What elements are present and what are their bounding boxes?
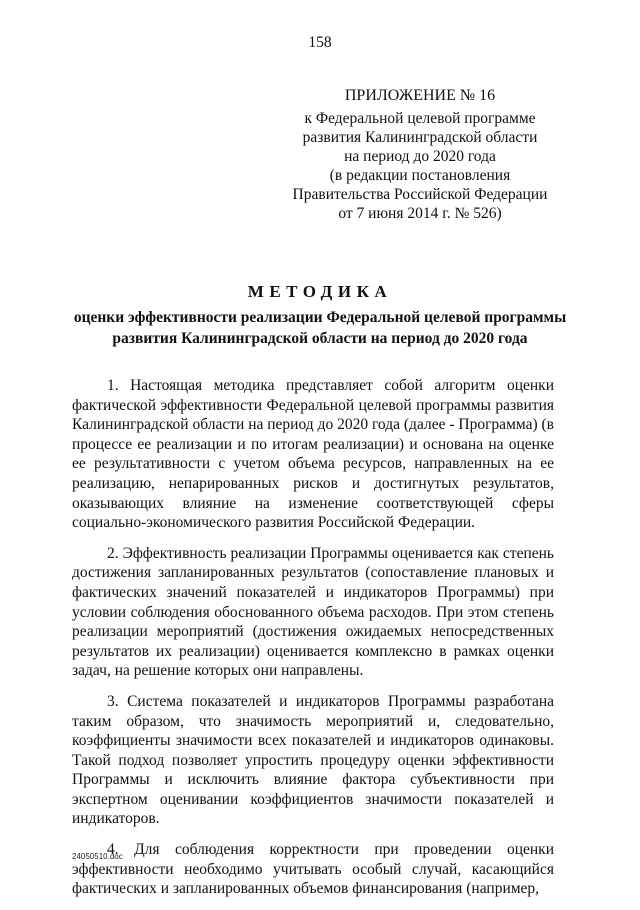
subtitle-line: оценки эффективности реализации Федеральной целевой программы <box>73 309 567 326</box>
document-body <box>72 376 554 910</box>
appendix-title: ПРИЛОЖЕНИЕ № 16 <box>344 87 496 104</box>
document-title: МЕТОДИКА <box>247 282 393 301</box>
appendix-line: развития Калининградской области <box>302 129 538 146</box>
page-number: 158 <box>308 34 332 51</box>
appendix-line: от 7 июня 2014 г. № 526) <box>338 205 502 222</box>
document-subtitle <box>0 307 640 349</box>
appendix-line: на период до 2020 года <box>344 148 496 165</box>
subtitle-line: развития Калининградской области на период до 2020 года <box>112 330 528 347</box>
appendix-line: к Федеральной целевой программе <box>304 110 536 127</box>
paragraph-1: 1. Настоящая методика представляет собой алгоритм оценки фактической эффективности Федеральной целевой программы развития Калининградской области на период до 2020 года (далее - Программа) (в процессе ее реализации и по итогам реализации) и основана на оценке ее результативности с учетом объема ресурсов, направленных на ее реализацию, непарированных рисков и достигнутых результатов, оказывающих влияние на изменение соответствующей сферы социально-экономического развития Российской Федерации. <box>72 377 554 532</box>
appendix-line: Правительства Российской Федерации <box>292 186 548 203</box>
paragraph-3: 3. Система показателей и индикаторов Программы разработана таким образом, что значимость мероприятий и, следовательно, коэффициенты значимости всех показателей и индикаторов одинаковы. Такой подход позволяет упростить процедуру оценки эффективности Программы и исключить влияние фактора субъективности при экспертном оценивании коэффициентов значимости показателей и индикаторов. <box>72 692 554 828</box>
appendix-block <box>290 86 550 223</box>
footer-filename: 24050510.doc <box>72 852 123 861</box>
paragraph-2: 2. Эффективность реализации Программы оценивается как степень достижения запланированных результатов (сопоставление плановых и фактических значений показателей и индикаторов Программы) при условии соблюдения обоснованного объема расходов. При этом степень реализации мероприятий (достижения ожидаемых непосредственных результатов их реализации) оценивается комплексно в рамках оценки задач, на решение которых они направлены. <box>72 544 554 680</box>
appendix-line: (в редакции постановления <box>329 167 511 184</box>
paragraph-4: 4. Для соблюдения корректности при проведении оценки эффективности необходимо учитывать особый случай, касающийся фактических и запланированных объемов финансирования (например, <box>72 841 554 898</box>
